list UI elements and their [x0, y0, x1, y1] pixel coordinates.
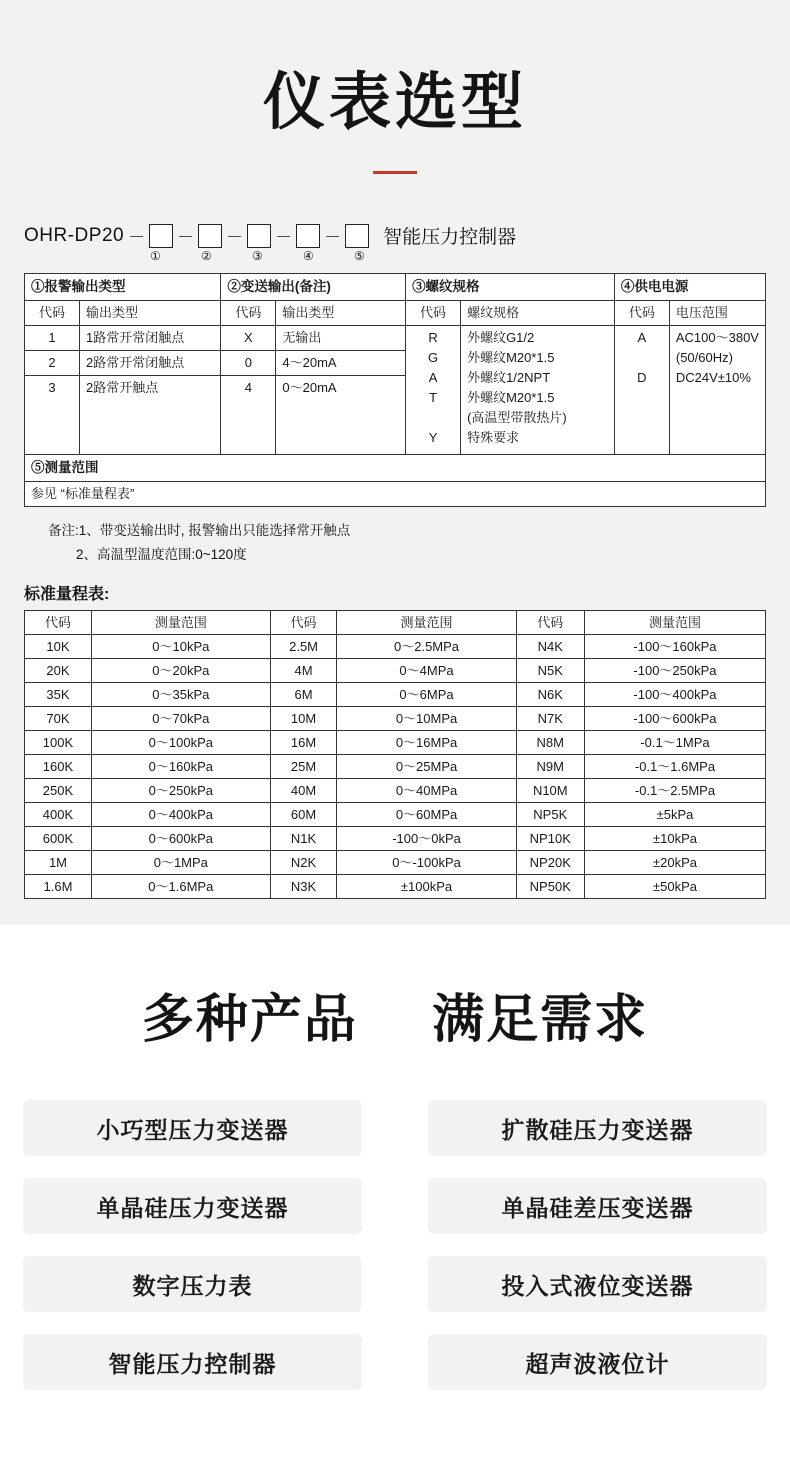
table-subheader-row [25, 301, 766, 326]
cell-name-3-6: 特殊要求 [467, 430, 520, 445]
range-note-row [25, 482, 766, 507]
product-item-smart-pressure-controller[interactable]: 智能压力控制器 [23, 1334, 362, 1390]
subhdr-name-3: 螺纹规格 [461, 301, 615, 326]
col-header-thread: ③螺纹规格 [406, 274, 615, 301]
model-code-row [24, 222, 790, 249]
cell-code-3-5 [412, 408, 454, 428]
cell-name-3-4: 外螺纹M20*1.5 [467, 390, 555, 405]
std-header-range-1: 测量范围 [91, 611, 270, 635]
range-header-row [25, 455, 766, 482]
std-cell: 25M [270, 755, 337, 779]
products-title [0, 977, 790, 1052]
products-section [0, 925, 790, 1420]
cell-code-2-1: X [221, 326, 276, 351]
std-cell: 160K [25, 755, 92, 779]
remark-line-2: 2、高温型温度范围:0~120度 [76, 547, 247, 562]
col-header-power: ④供电电源 [614, 274, 765, 301]
std-cell: 0～40MPa [337, 779, 516, 803]
cell-code-3-6: Y [428, 430, 438, 445]
cell-name-2-2: 4～20mA [276, 351, 406, 376]
remarks-block [48, 519, 790, 567]
cell-name-3-1: 外螺纹G1/2 [467, 330, 535, 345]
std-cell: 1M [25, 851, 92, 875]
cell-name-2-3: 0～20mA [276, 376, 406, 455]
table-row [25, 803, 766, 827]
subhdr-name-4: 电压范围 [669, 301, 765, 326]
product-list [23, 1100, 767, 1390]
std-cell: -0.1～2.5MPa [584, 779, 765, 803]
std-cell: 0～100kPa [91, 731, 270, 755]
std-cell: 0～600kPa [91, 827, 270, 851]
std-cell: 0～70kPa [91, 707, 270, 731]
cell-code-3-1: R [428, 330, 438, 345]
col-header-alarm: ①报警输出类型 [25, 274, 221, 301]
std-cell: 20K [25, 659, 92, 683]
std-cell: 0～35kPa [91, 683, 270, 707]
cell-code-4-1: A [637, 330, 647, 345]
std-cell: 0～-100kPa [337, 851, 516, 875]
std-cell: 10M [270, 707, 337, 731]
table-body-row [25, 326, 766, 351]
std-cell: -100～0kPa [337, 827, 516, 851]
table-row [25, 755, 766, 779]
model-dash-4: － [275, 228, 293, 247]
model-prefix: OHR-DP20 [24, 224, 125, 246]
std-cell: 0～60MPa [337, 803, 516, 827]
product-item-monocrystalline-differential-transmitter[interactable]: 单晶硅差压变送器 [428, 1178, 767, 1234]
std-cell: N1K [270, 827, 337, 851]
slot-index-3: ③ [252, 249, 263, 263]
product-item-ultrasonic-level-meter[interactable]: 超声波液位计 [428, 1334, 767, 1390]
std-cell: -100～400kPa [584, 683, 765, 707]
model-slot-3[interactable] [247, 224, 271, 248]
model-slot-1[interactable] [149, 224, 173, 248]
subhdr-code-2: 代码 [221, 301, 276, 326]
product-item-diffused-silicon-transmitter[interactable]: 扩散硅压力变送器 [428, 1100, 767, 1156]
standard-range-table [24, 610, 766, 899]
std-cell: 70K [25, 707, 92, 731]
slot-index-5: ⑤ [354, 249, 365, 263]
table-row [25, 731, 766, 755]
table-row [25, 707, 766, 731]
model-dash-1: － [128, 228, 146, 247]
cell-codes-4 [614, 326, 669, 455]
std-cell: NP50K [516, 875, 584, 899]
table-row [25, 851, 766, 875]
std-header-code-2: 代码 [270, 611, 337, 635]
std-cell: -0.1～1.6MPa [584, 755, 765, 779]
std-cell: ±20kPa [584, 851, 765, 875]
subhdr-code-4: 代码 [614, 301, 669, 326]
products-title-left: 多种产品 [141, 990, 358, 1050]
std-cell: N3K [270, 875, 337, 899]
cell-name-1-1: 1路常开常闭触点 [80, 326, 221, 351]
slot-index-1: ① [150, 249, 161, 263]
selection-code-table [24, 273, 766, 507]
table-row [25, 659, 766, 683]
std-cell: ±50kPa [584, 875, 765, 899]
cell-name-4-2: (50/60Hz) [675, 350, 733, 365]
remark-line-1: 备注:1、带变送输出时, 报警输出只能选择常开触点 [48, 523, 351, 538]
model-dash-5: － [324, 228, 342, 247]
standard-range-title: 标准量程表: [24, 586, 110, 603]
table-row [25, 683, 766, 707]
cell-code-2-2: 0 [221, 351, 276, 376]
cell-code-3-3: A [428, 370, 438, 385]
std-cell: N8M [516, 731, 584, 755]
product-item-submersible-level-transmitter[interactable]: 投入式液位变送器 [428, 1256, 767, 1312]
std-cell: NP20K [516, 851, 584, 875]
std-cell: N10M [516, 779, 584, 803]
page-title: 仪表选型 [262, 65, 527, 138]
std-cell: 2.5M [270, 635, 337, 659]
table-row [25, 875, 766, 899]
cell-name-4-3: DC24V±10% [675, 370, 751, 385]
cell-name-1-2: 2路常开常闭触点 [80, 351, 221, 376]
cell-code-1-1: 1 [25, 326, 80, 351]
cell-code-4-3: D [637, 370, 647, 385]
std-cell: 6M [270, 683, 337, 707]
cell-code-3-2: G [428, 350, 439, 365]
std-cell: N7K [516, 707, 584, 731]
std-cell: N9M [516, 755, 584, 779]
std-cell: 0～16MPa [337, 731, 516, 755]
std-cell: -100～160kPa [584, 635, 765, 659]
std-cell: 0～160kPa [91, 755, 270, 779]
product-item-monocrystalline-transmitter[interactable]: 单晶硅压力变送器 [23, 1178, 362, 1234]
slot-index-4: ④ [303, 249, 314, 263]
std-cell: 4M [270, 659, 337, 683]
std-cell: -0.1～1MPa [584, 731, 765, 755]
subhdr-name-2: 输出类型 [276, 301, 406, 326]
products-title-right: 满足需求 [432, 990, 649, 1050]
std-cell: 10K [25, 635, 92, 659]
table-header-row [25, 274, 766, 301]
std-cell: ±10kPa [584, 827, 765, 851]
std-cell: 1.6M [25, 875, 92, 899]
range-header: ⑤测量范围 [25, 455, 766, 482]
subhdr-name-1: 输出类型 [80, 301, 221, 326]
std-cell: 0～10MPa [337, 707, 516, 731]
col-header-output: ②变送输出(备注) [221, 274, 406, 301]
cell-code-2-3: 4 [221, 376, 276, 455]
cell-code-1-2: 2 [25, 351, 80, 376]
std-cell: 40M [270, 779, 337, 803]
std-cell: N4K [516, 635, 584, 659]
subhdr-code-1: 代码 [25, 301, 80, 326]
std-cell: 0～400kPa [91, 803, 270, 827]
cell-name-1-3: 2路常开触点 [80, 376, 221, 455]
std-cell: 0～20kPa [91, 659, 270, 683]
table-row [25, 827, 766, 851]
model-dash-2: － [177, 228, 195, 247]
slot-index-2: ② [201, 249, 212, 263]
table-row [25, 635, 766, 659]
std-cell: 0～1MPa [91, 851, 270, 875]
product-item-compact-transmitter[interactable]: 小巧型压力变送器 [23, 1100, 362, 1156]
std-cell: N6K [516, 683, 584, 707]
cell-names-4 [669, 326, 765, 455]
std-cell: -100～250kPa [584, 659, 765, 683]
cell-codes-3 [406, 326, 461, 455]
cell-code-1-3: 3 [25, 376, 80, 455]
std-cell: 0～2.5MPa [337, 635, 516, 659]
cell-name-4-1: AC100～380V [675, 330, 759, 345]
model-slot-5[interactable] [345, 224, 369, 248]
std-cell: 0～25MPa [337, 755, 516, 779]
cell-names-3 [461, 326, 615, 455]
std-cell: 0～1.6MPa [91, 875, 270, 899]
std-cell: N5K [516, 659, 584, 683]
std-cell: 400K [25, 803, 92, 827]
cell-code-3-4: T [429, 390, 438, 405]
std-header-range-2: 测量范围 [337, 611, 516, 635]
std-header-code-1: 代码 [25, 611, 92, 635]
std-cell: NP5K [516, 803, 584, 827]
model-dash-3: － [226, 228, 244, 247]
std-cell: 100K [25, 731, 92, 755]
std-cell: 0～6MPa [337, 683, 516, 707]
std-cell: 35K [25, 683, 92, 707]
std-header-row [25, 611, 766, 635]
std-cell: 0～250kPa [91, 779, 270, 803]
std-cell: -100～600kPa [584, 707, 765, 731]
cell-code-4-2 [621, 348, 663, 368]
title-divider [373, 171, 417, 174]
std-cell: 250K [25, 779, 92, 803]
std-cell: N2K [270, 851, 337, 875]
table-row [25, 779, 766, 803]
model-slot-4[interactable] [296, 224, 320, 248]
std-cell: NP10K [516, 827, 584, 851]
cell-name-3-3: 外螺纹1/2NPT [467, 370, 551, 385]
std-cell: 60M [270, 803, 337, 827]
std-cell: ±100kPa [337, 875, 516, 899]
subhdr-code-3: 代码 [406, 301, 461, 326]
product-item-digital-pressure-gauge[interactable]: 数字压力表 [23, 1256, 362, 1312]
std-header-code-3: 代码 [516, 611, 584, 635]
model-product-name: 智能压力控制器 [383, 227, 517, 248]
model-slot-2[interactable] [198, 224, 222, 248]
std-cell: ±5kPa [584, 803, 765, 827]
std-cell: 0～10kPa [91, 635, 270, 659]
cell-name-3-5: (高温型带散热片) [467, 410, 567, 425]
model-slot-index-row [24, 249, 790, 267]
range-note: 参见 “标准量程表” [25, 482, 766, 507]
std-cell: 0～4MPa [337, 659, 516, 683]
std-cell: 16M [270, 731, 337, 755]
cell-name-2-1: 无输出 [276, 326, 406, 351]
std-header-range-3: 测量范围 [584, 611, 765, 635]
std-cell: 600K [25, 827, 92, 851]
cell-name-3-2: 外螺纹M20*1.5 [467, 350, 555, 365]
